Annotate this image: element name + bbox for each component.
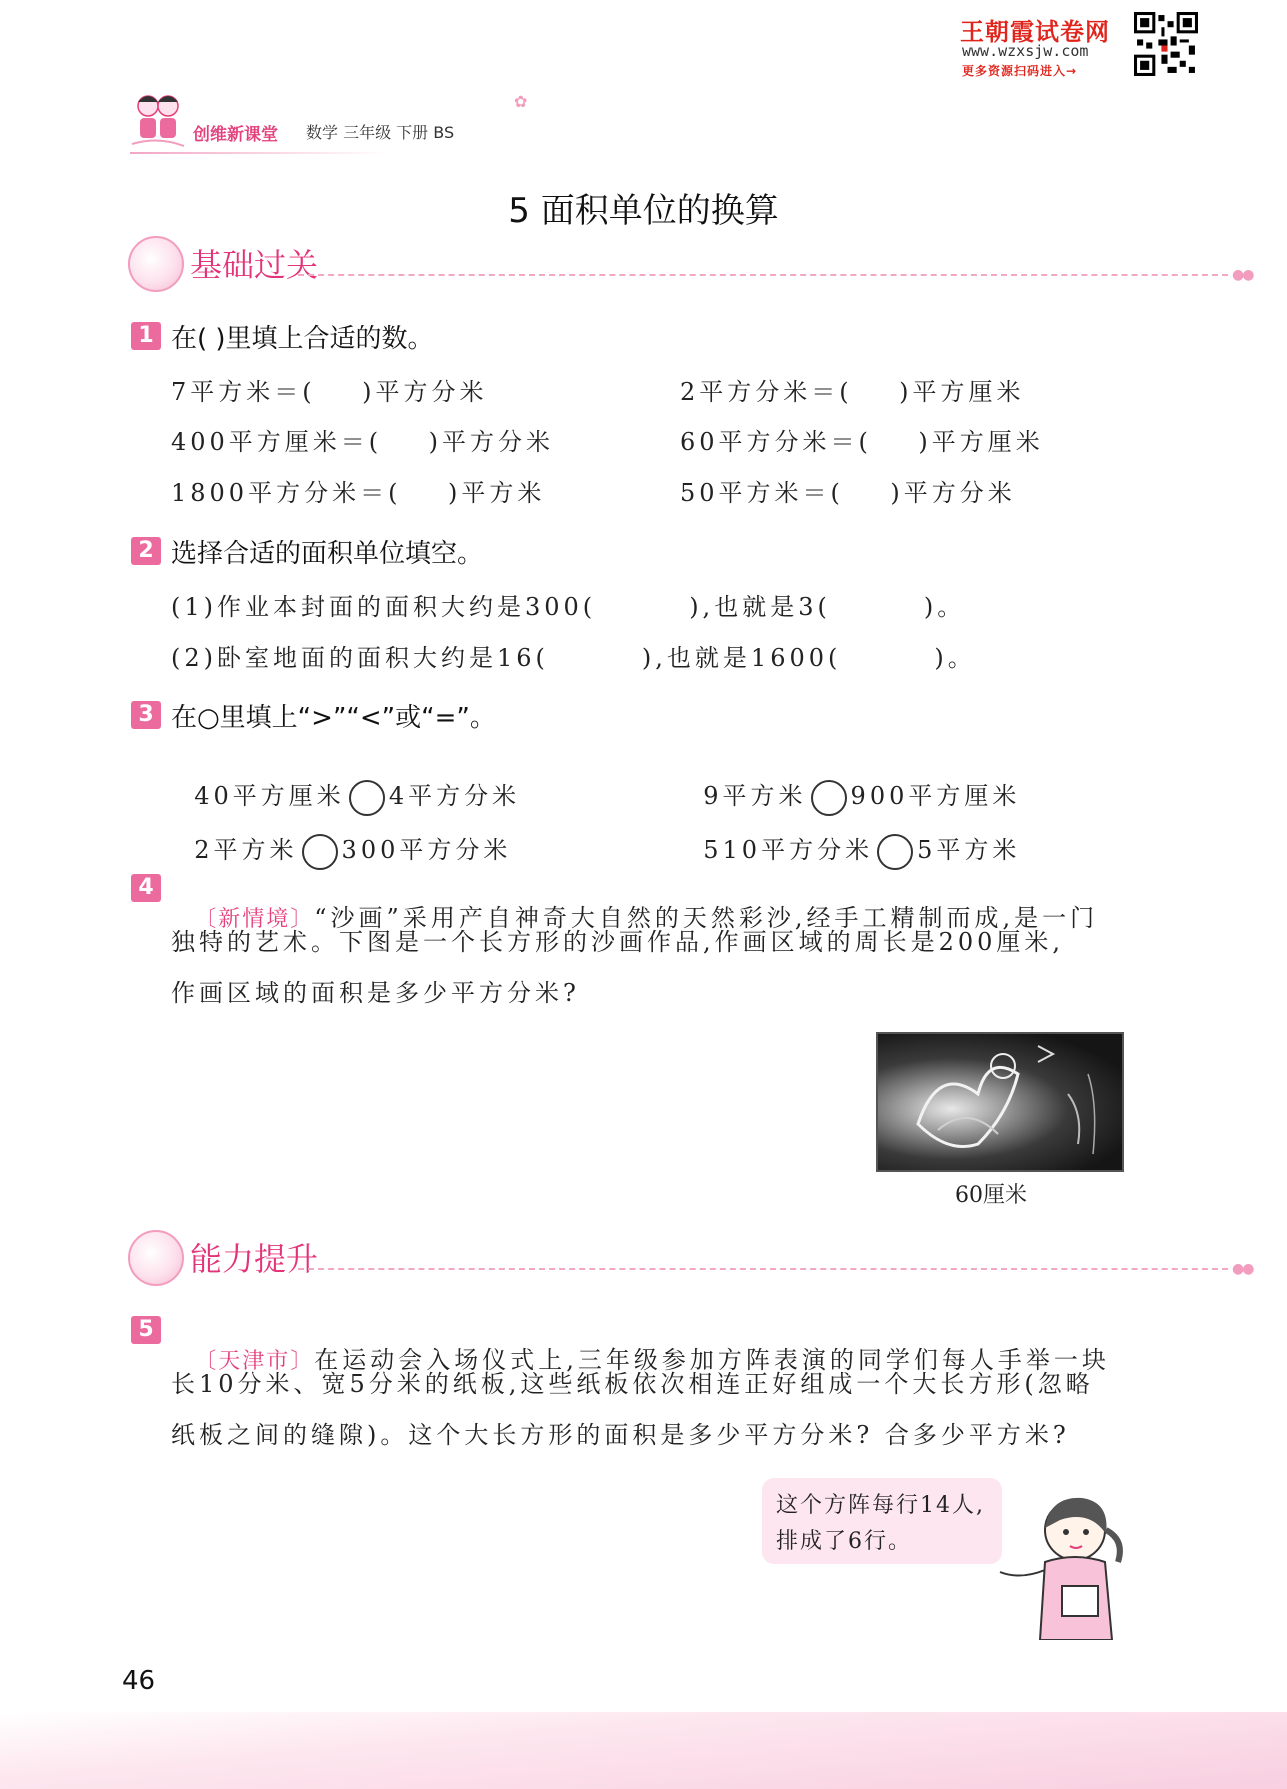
flower-decoration-icon: ✿ bbox=[514, 92, 528, 111]
question-number: 2 bbox=[131, 537, 161, 565]
bubble-text: 这个方阵每行14人, bbox=[776, 1493, 985, 1518]
dots-decoration-icon: ●● bbox=[1232, 1261, 1253, 1277]
monkey-badge-icon bbox=[128, 236, 184, 292]
compare-item bbox=[171, 802, 511, 870]
dots-decoration-icon: ●● bbox=[1232, 267, 1253, 283]
fill-item[interactable]: 400平方厘米＝( )平方分米 bbox=[171, 428, 555, 456]
section-header-basic bbox=[128, 234, 1253, 290]
brand-name: 王朝霞试卷网 bbox=[960, 18, 1110, 46]
question-text: 在( )里填上合适的数。 bbox=[171, 324, 434, 354]
compare-right: 300平方分米 bbox=[341, 836, 512, 864]
question-number: 1 bbox=[131, 322, 161, 350]
question-line-text: 纸板之间的缝隙)。这个大长方形的面积是多少平方分米? 合多少平方米? bbox=[171, 1421, 1070, 1449]
page-title: 5 面积单位的换算 bbox=[508, 191, 779, 231]
qr-code-icon[interactable] bbox=[1134, 12, 1198, 76]
question-line-text: 在运动会入场仪式上,三年级参加方阵表演的同学们每人手举一块 bbox=[314, 1346, 1110, 1374]
question-line-text: “沙画”采用产自神奇大自然的天然彩沙,经手工精制而成,是一门 bbox=[314, 904, 1099, 932]
question-number: 3 bbox=[131, 701, 161, 729]
question-line-text: 作画区域的面积是多少平方分米? bbox=[171, 979, 580, 1007]
header-divider bbox=[130, 152, 390, 154]
image-caption: 60厘米 bbox=[955, 1183, 1027, 1208]
question-line-text: 长10分米、宽5分米的纸板,这些纸板依次相连正好组成一个大长方形(忽略 bbox=[171, 1370, 1094, 1398]
footer-band bbox=[0, 1712, 1287, 1789]
dashed-divider bbox=[298, 274, 1228, 276]
question-tag: 〔天津市〕 bbox=[194, 1349, 315, 1374]
brand-note: 更多资源扫码进入→ bbox=[962, 64, 1078, 78]
question-number: 5 bbox=[131, 1316, 161, 1344]
question-text: 在○里填上“>”“<”或“=”。 bbox=[171, 703, 496, 733]
section-title-basic: 基础过关 bbox=[190, 246, 319, 284]
fill-item[interactable]: 1800平方分米＝( )平方米 bbox=[171, 479, 546, 507]
compare-left: 510平方分米 bbox=[703, 836, 874, 864]
question-line-text: 独特的艺术。下图是一个长方形的沙画作品,作画区域的周长是200厘米, bbox=[171, 928, 1065, 956]
page-number: 46 bbox=[122, 1666, 156, 1696]
compare-circle[interactable] bbox=[877, 834, 913, 870]
bubble-text: 排成了6行。 bbox=[776, 1529, 912, 1554]
monkey-badge-icon bbox=[128, 1230, 184, 1286]
question-number: 4 bbox=[131, 874, 161, 902]
section-header-advanced bbox=[128, 1228, 1253, 1284]
fill-item[interactable]: 7平方米＝( )平方分米 bbox=[171, 378, 488, 406]
brand-url[interactable]: www.wzxsjw.com bbox=[962, 42, 1089, 60]
fill-item[interactable]: 50平方米＝( )平方分米 bbox=[680, 479, 1016, 507]
lotus-sketch-icon bbox=[878, 1034, 1122, 1170]
fill-item[interactable]: 60平方分米＝( )平方厘米 bbox=[680, 428, 1044, 456]
sand-painting-image bbox=[876, 1032, 1124, 1172]
header-brand: 创维新课堂 bbox=[193, 125, 278, 145]
question-tag: 〔新情境〕 bbox=[194, 907, 315, 932]
compare-right: 900平方厘米 bbox=[850, 782, 1021, 810]
dashed-divider bbox=[298, 1268, 1228, 1270]
compare-right: 5平方米 bbox=[917, 836, 1021, 864]
fill-item[interactable]: (1)作业本封面的面积大约是300( ),也就是3( )。 bbox=[171, 593, 966, 621]
girl-character-icon bbox=[990, 1490, 1140, 1640]
compare-left: 2平方米 bbox=[194, 836, 298, 864]
compare-item bbox=[680, 802, 1020, 870]
fill-item[interactable]: 2平方分米＝( )平方厘米 bbox=[680, 378, 1025, 406]
compare-left: 40平方厘米 bbox=[194, 782, 345, 810]
compare-right: 4平方分米 bbox=[388, 782, 521, 810]
section-title-advanced: 能力提升 bbox=[190, 1240, 319, 1278]
header-info: 数学 三年级 下册 BS bbox=[306, 123, 455, 142]
kids-mascot-icon bbox=[128, 88, 188, 152]
question-text: 选择合适的面积单位填空。 bbox=[171, 539, 484, 569]
compare-left: 9平方米 bbox=[703, 782, 807, 810]
compare-circle[interactable] bbox=[302, 834, 338, 870]
fill-item[interactable]: (2)卧室地面的面积大约是16( ),也就是1600( )。 bbox=[171, 644, 976, 672]
